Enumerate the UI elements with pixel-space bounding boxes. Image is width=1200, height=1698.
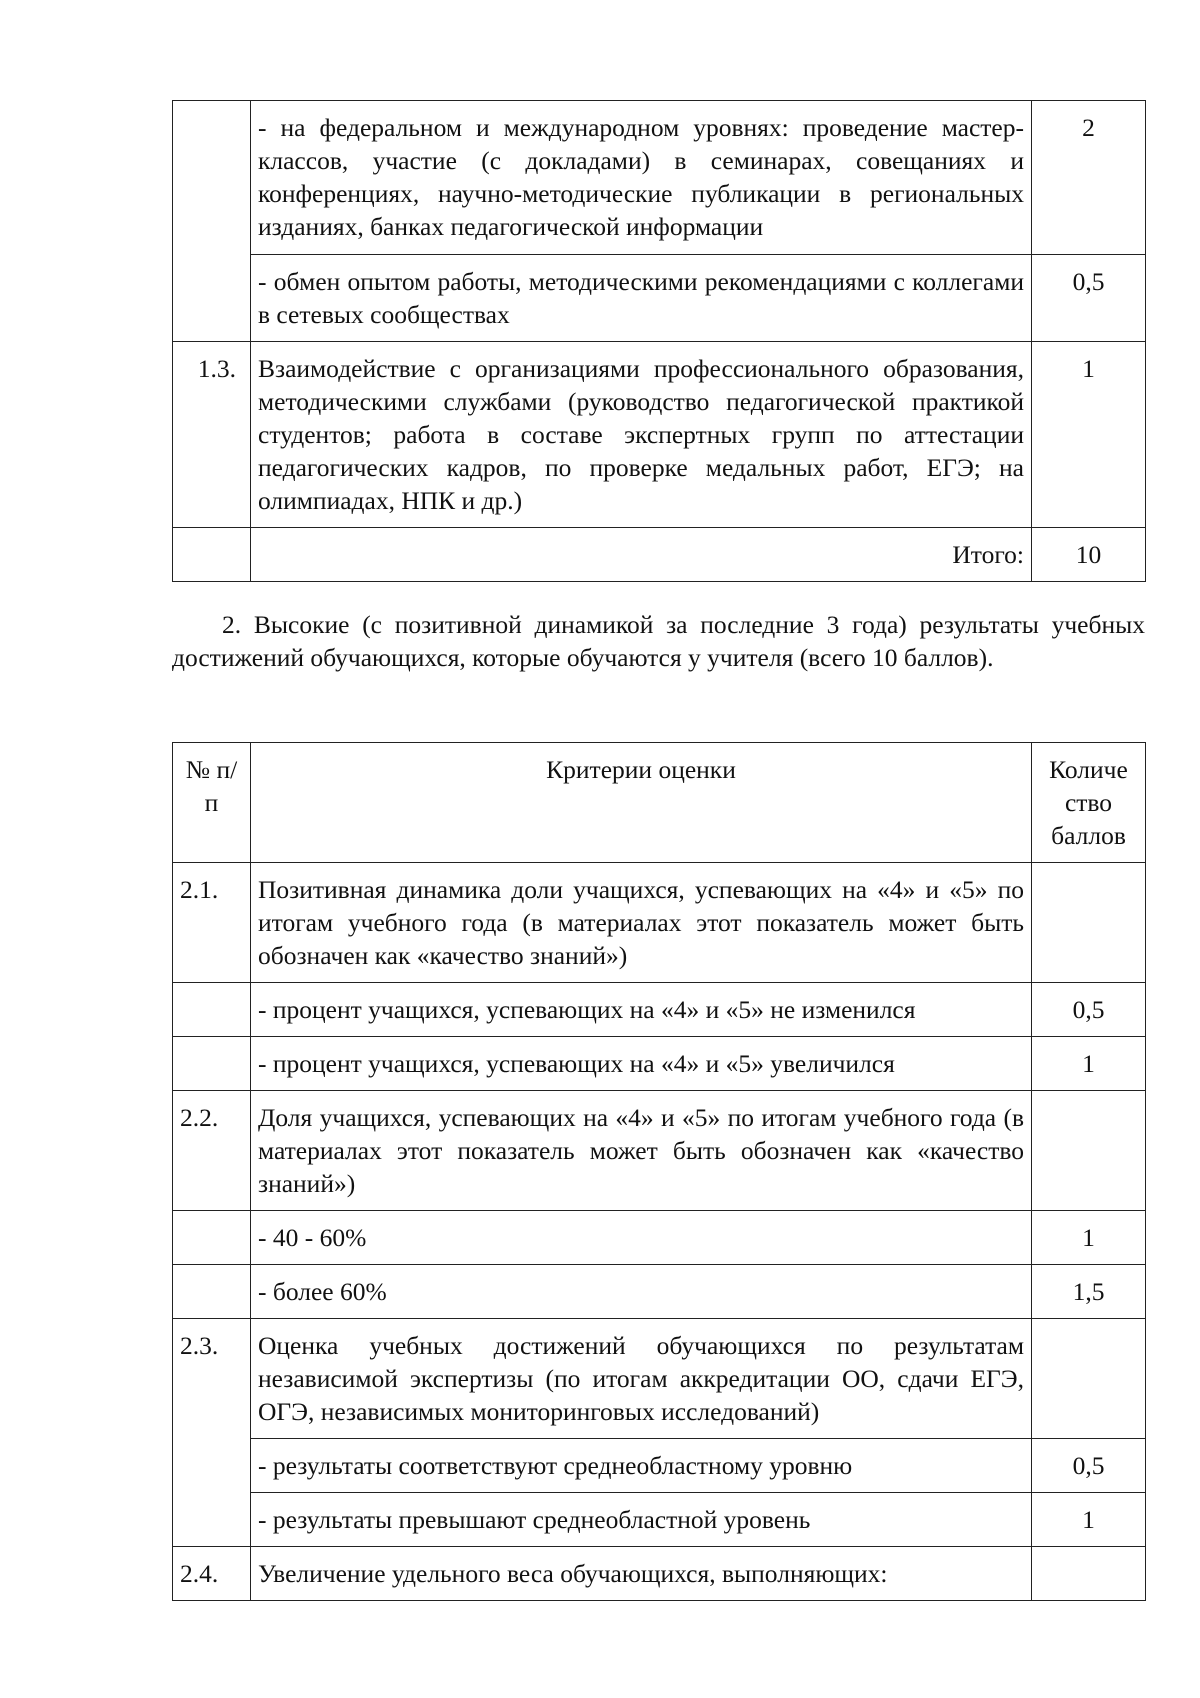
score-cell: 0,5 — [1032, 255, 1146, 342]
table-row — [173, 255, 1146, 342]
empty-cell — [173, 528, 251, 582]
criterion-text-cell: - результаты соответствуют среднеобластному уровню — [251, 1439, 1032, 1493]
table-row — [173, 342, 1146, 528]
score-cell: 1 — [1032, 1037, 1146, 1091]
criterion-text-cell: - более 60% — [251, 1265, 1032, 1319]
criterion-text-cell: Доля учащихся, успевающих на «4» и «5» по итогам учебного года (в материалах этот показатель может быть обозначен как «качество знаний») — [251, 1091, 1032, 1211]
criterion-text-cell: Взаимодействие с организациями профессионального образования, методическими службами (руководство педагогической практикой студентов; работа в составе экспертных групп по аттестации педагогических кадров, по проверке медальных работ, ЕГЭ; на олимпиадах, НПК и др.) — [251, 342, 1032, 528]
score-cell — [1032, 1319, 1146, 1439]
row-number-cell: 2.3. — [173, 1319, 251, 1547]
criterion-text-cell: - процент учащихся, успевающих на «4» и «5» не изменился — [251, 983, 1032, 1037]
table-row — [173, 1547, 1146, 1601]
criterion-text-cell: Оценка учебных достижений обучающихся по результатам независимой экспертизы (по итогам аккредитации ОО, сдачи ЕГЭ, ОГЭ, независимых мониторинговых исследований) — [251, 1319, 1032, 1439]
criterion-text-cell: Позитивная динамика доли учащихся, успевающих на «4» и «5» по итогам учебного года (в материалах этот показатель может быть обозначен как «качество знаний») — [251, 863, 1032, 983]
row-number-cell — [173, 101, 251, 342]
row-number-cell — [173, 983, 251, 1037]
table-row — [173, 101, 1146, 255]
criteria-table-1 — [172, 100, 1146, 582]
table-row — [173, 1211, 1146, 1265]
criterion-text-cell: - на федеральном и международном уровнях: проведение мастер-классов, участие (с докладами) в семинарах, совещаниях и конференциях, научно-методические публикации в региональных изданиях, банках педагогической информации — [251, 101, 1032, 255]
row-number-cell — [173, 1037, 251, 1091]
table-row — [173, 1439, 1146, 1493]
score-cell — [1032, 1091, 1146, 1211]
row-number-cell — [173, 1265, 251, 1319]
score-cell — [1032, 1547, 1146, 1601]
table-row — [173, 983, 1146, 1037]
table-row — [173, 1493, 1146, 1547]
table-row — [173, 863, 1146, 983]
criterion-text-cell: - результаты превышают среднеобластной уровень — [251, 1493, 1032, 1547]
criterion-text-cell: - обмен опытом работы, методическими рекомендациями с коллегами в сетевых сообществах — [251, 255, 1032, 342]
score-cell: 1 — [1032, 342, 1146, 528]
section-paragraph — [172, 608, 1145, 674]
total-row — [173, 528, 1146, 582]
score-cell: 1,5 — [1032, 1265, 1146, 1319]
header-score: Количе ство баллов — [1032, 743, 1146, 863]
score-cell: 0,5 — [1032, 983, 1146, 1037]
table-row — [173, 1091, 1146, 1211]
total-value: 10 — [1032, 528, 1146, 582]
header-criteria: Критерии оценки — [251, 743, 1032, 863]
table-row — [173, 1037, 1146, 1091]
table-row — [173, 1319, 1146, 1439]
row-number-cell: 1.3. — [173, 342, 251, 528]
criterion-text-cell: - 40 - 60% — [251, 1211, 1032, 1265]
criterion-text-cell: Увеличение удельного веса обучающихся, выполняющих: — [251, 1547, 1032, 1601]
total-label: Итого: — [251, 528, 1032, 582]
criteria-table-2 — [172, 742, 1146, 1601]
score-cell — [1032, 863, 1146, 983]
row-number-cell — [173, 1211, 251, 1265]
table-header-row — [173, 743, 1146, 863]
criterion-text-cell: - процент учащихся, успевающих на «4» и «5» увеличился — [251, 1037, 1032, 1091]
row-number-cell: 2.4. — [173, 1547, 251, 1601]
score-cell: 1 — [1032, 1211, 1146, 1265]
table-row — [173, 1265, 1146, 1319]
score-cell: 0,5 — [1032, 1439, 1146, 1493]
score-cell: 2 — [1032, 101, 1146, 255]
score-cell: 1 — [1032, 1493, 1146, 1547]
row-number-cell: 2.1. — [173, 863, 251, 983]
row-number-cell: 2.2. — [173, 1091, 251, 1211]
paragraph-text: 2. Высокие (с позитивной динамикой за последние 3 года) результаты учебных достижений обучающихся, которые обучаются у учителя (всего 10 баллов). — [172, 610, 1145, 672]
header-number: № п/п — [173, 743, 251, 863]
